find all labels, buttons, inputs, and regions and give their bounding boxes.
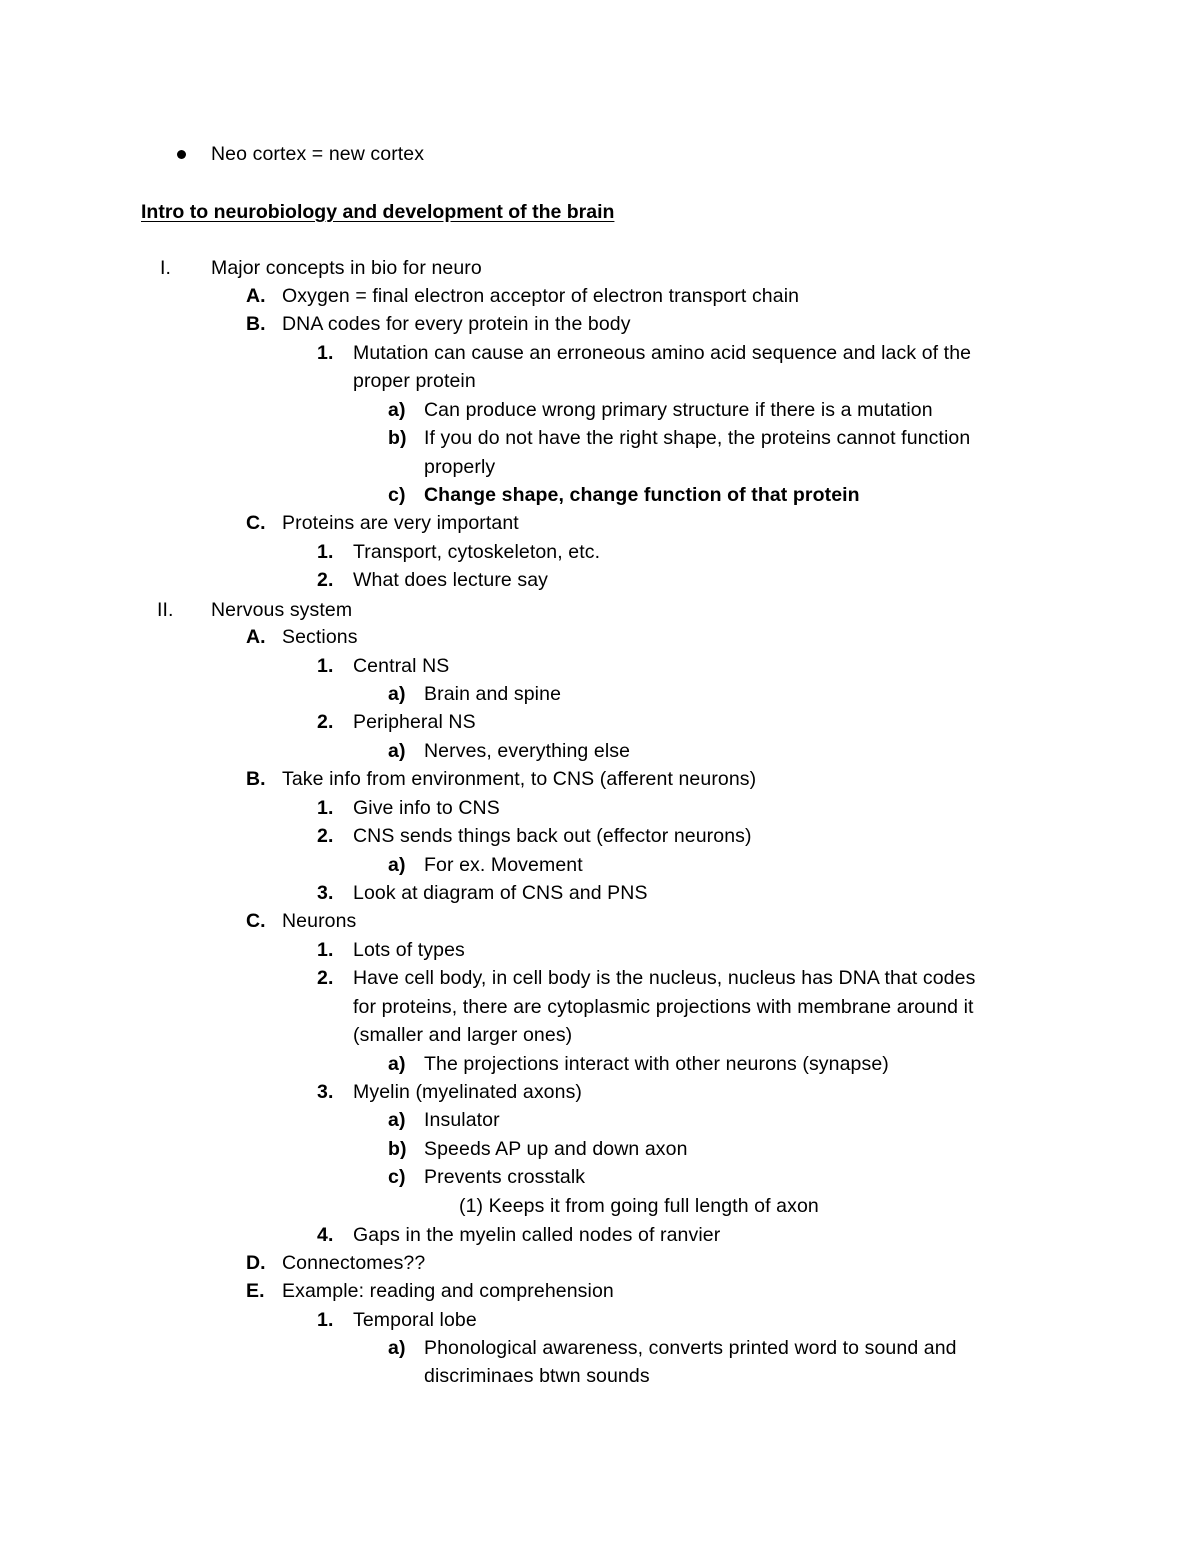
bullet-dot-icon <box>177 150 186 159</box>
outline-text: (smaller and larger ones) <box>353 1024 573 1046</box>
outline-text: proper protein <box>353 370 476 392</box>
outline-marker: 2. <box>317 711 334 733</box>
outline-text: CNS sends things back out (effector neurons) <box>353 825 752 847</box>
outline-text: Connectomes?? <box>282 1252 426 1274</box>
outline-marker: c) <box>388 484 406 506</box>
outline-text: Myelin (myelinated axons) <box>353 1081 583 1103</box>
outline-text: Have cell body, in cell body is the nucleus, nucleus has DNA that codes <box>353 967 976 989</box>
outline-marker: a) <box>388 854 406 876</box>
outline-marker: 4. <box>317 1224 334 1246</box>
outline-text: Nerves, everything else <box>424 740 631 762</box>
outline-marker: c) <box>388 1166 406 1188</box>
outline-marker: b) <box>388 1138 407 1160</box>
outline-marker: C. <box>246 910 266 932</box>
outline-text: Temporal lobe <box>353 1309 477 1331</box>
outline-text: If you do not have the right shape, the proteins cannot function <box>424 427 971 449</box>
outline-marker: 1. <box>317 342 334 364</box>
outline-marker: A. <box>246 285 266 307</box>
outline-text: What does lecture say <box>353 569 549 591</box>
outline-marker: 1. <box>317 939 334 961</box>
outline-text: Give info to CNS <box>353 797 500 819</box>
outline-text: Peripheral NS <box>353 711 476 733</box>
bullet-item-text: Neo cortex = new cortex <box>211 143 425 165</box>
outline-text: Nervous system <box>211 599 353 621</box>
outline-marker: B. <box>246 768 266 790</box>
outline-marker: a) <box>388 399 406 421</box>
outline-text: Mutation can cause an erroneous amino acid sequence and lack of the <box>353 342 972 364</box>
outline-text: Example: reading and comprehension <box>282 1280 614 1302</box>
outline-marker: A. <box>246 626 266 648</box>
outline-text: Change shape, change function of that protein <box>424 484 860 506</box>
outline-marker: 2. <box>317 825 334 847</box>
document-page: Neo cortex = new cortex Intro to neurobiology and development of the brain I. Major concepts in bio for neuro A. Oxygen = final electron acceptor of electron transport chain B. DNA codes for every protein in the body 1. Mutation can cause an erroneous amino acid sequence and lack of the proper protein a) Can produce wrong primary structure if there is a mutation b) If you do not have the right shape, the proteins cannot function properly c) Change shape, change function of that protein C. Proteins are very important 1. Transport, cytoskeleton, etc. 2. What does lecture say II. Nervous system A. Sections 1. Central NS a) Brain and spine 2. Peripheral NS a) Nerves, everything else B. Take info from environment, to CNS (afferent neurons) 1. Give info to CNS 2. CNS sends things back out (effector neurons) a) For ex. Movement 3. Look at diagram of CNS and PNS C. Neurons 1. Lots of types 2. Have cell body, in cell body is the nucleus, nucleus has DNA that codes for proteins, there are cytoplasmic projections with membrane around it (smaller and larger ones) a) The projections interact with other neurons (synapse) 3. Myelin (myelinated axons) a) Insulator b) Speeds AP up and down axon c) Prevents crosstalk (1) Keeps it from going full length of axon 4. Gaps in the myelin called nodes of ranvier D. Connectomes?? E. Example: reading and comprehension 1. Temporal lobe a) Phonological awareness, converts printed word to sound and discriminaes btwn sounds <box>0 0 1200 1553</box>
section-heading: Intro to neurobiology and development of the brain <box>141 201 615 223</box>
outline-text: Neurons <box>282 910 357 932</box>
outline-text: Proteins are very important <box>282 512 519 534</box>
outline-text: discriminaes btwn sounds <box>424 1365 650 1387</box>
outline-marker: C. <box>246 512 266 534</box>
outline-text: Transport, cytoskeleton, etc. <box>353 541 601 563</box>
outline-text: Gaps in the myelin called nodes of ranvier <box>353 1224 721 1246</box>
outline-text: Lots of types <box>353 939 465 961</box>
outline-marker: B. <box>246 313 266 335</box>
outline-text: Look at diagram of CNS and PNS <box>353 882 648 904</box>
outline-text: Take info from environment, to CNS (afferent neurons) <box>282 768 757 790</box>
outline-text: Speeds AP up and down axon <box>424 1138 688 1160</box>
outline-text: For ex. Movement <box>424 854 583 876</box>
outline-marker: a) <box>388 740 406 762</box>
outline-text: Insulator <box>424 1109 500 1131</box>
outline-marker: 3. <box>317 882 334 904</box>
outline-text: DNA codes for every protein in the body <box>282 313 631 335</box>
outline-text: Brain and spine <box>424 683 562 705</box>
outline-marker: 1. <box>317 541 334 563</box>
outline-text: Central NS <box>353 655 450 677</box>
outline-marker: 1. <box>317 1309 334 1331</box>
outline-marker: 2. <box>317 967 334 989</box>
outline-marker: E. <box>246 1280 265 1302</box>
outline-text: Prevents crosstalk <box>424 1166 586 1188</box>
outline-marker: 1. <box>317 655 334 677</box>
outline-marker: D. <box>246 1252 266 1274</box>
outline-text: Sections <box>282 626 358 648</box>
outline-marker: a) <box>388 683 406 705</box>
outline-text: for proteins, there are cytoplasmic projections with membrane around it <box>353 996 974 1018</box>
outline-marker: 1. <box>317 797 334 819</box>
outline-text: Oxygen = final electron acceptor of electron transport chain <box>282 285 800 307</box>
outline-text: Major concepts in bio for neuro <box>211 257 482 279</box>
outline-marker: 3. <box>317 1081 334 1103</box>
outline-marker: a) <box>388 1337 406 1359</box>
outline-marker: a) <box>388 1109 406 1131</box>
outline-marker: 2. <box>317 569 334 591</box>
outline-text: Phonological awareness, converts printed word to sound and <box>424 1337 957 1359</box>
outline-text: (1) Keeps it from going full length of axon <box>459 1195 819 1217</box>
outline-marker: a) <box>388 1053 406 1075</box>
outline-text: properly <box>424 456 496 478</box>
outline-marker: b) <box>388 427 407 449</box>
outline-text: Can produce wrong primary structure if there is a mutation <box>424 399 933 421</box>
outline-text: The projections interact with other neurons (synapse) <box>424 1053 889 1075</box>
